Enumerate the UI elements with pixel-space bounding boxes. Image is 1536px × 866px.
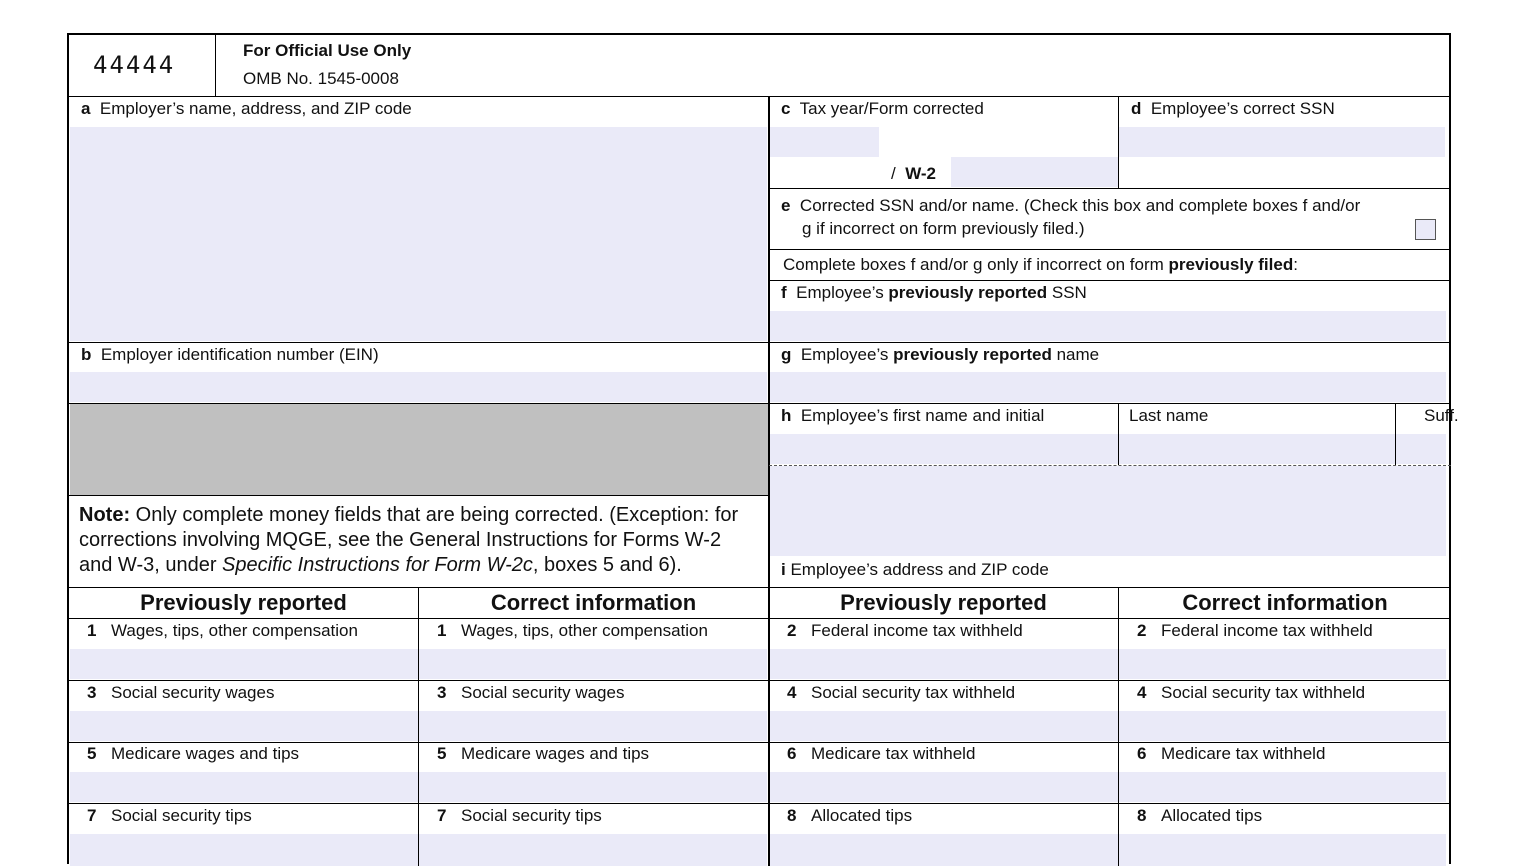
box-7-prev-input[interactable] <box>70 834 418 866</box>
box-h-last-label: Last name <box>1129 406 1209 425</box>
row-1-bottom <box>69 680 1451 681</box>
box-1-correct-input[interactable] <box>419 649 767 679</box>
box-2-prev-input[interactable] <box>770 649 1118 679</box>
box-c-label: c Tax year/Form corrected <box>781 99 984 118</box>
box-6-correct-input[interactable] <box>1119 772 1446 802</box>
box-4-prev-input[interactable] <box>770 711 1118 741</box>
instruction-text: Complete boxes f and/or g only if incorrect on form previously filed: <box>783 255 1298 274</box>
box-8-prev-label: 8 Allocated tips <box>787 806 913 825</box>
box-a-input[interactable] <box>70 127 767 341</box>
box-i-label: i Employee’s address and ZIP code <box>781 560 1049 579</box>
box-g-input[interactable] <box>770 372 1446 402</box>
note-line-2: corrections involving MQGE, see the General Instructions for Forms W-2 <box>79 529 722 551</box>
box-6-correct-label: 6 Medicare tax withheld <box>1137 744 1326 763</box>
box-5-correct-input[interactable] <box>419 772 767 802</box>
box-3-prev-input[interactable] <box>70 711 418 741</box>
box-7-correct-label: 7 Social security tips <box>437 806 602 825</box>
box-1-prev-label: 1 Wages, tips, other compensation <box>87 621 358 640</box>
col-head-prev-1: Previously reported <box>140 590 347 615</box>
box-e-checkbox[interactable] <box>1415 219 1436 240</box>
shaded-area <box>70 404 768 495</box>
box-e-bottom <box>769 249 1451 250</box>
note-line-3: and W-3, under Specific Instructions for Form W-2c, boxes 5 and 6). <box>79 554 682 576</box>
row-3-bottom <box>69 803 1451 804</box>
box-cd-bottom <box>769 188 1451 189</box>
box-8-correct-label: 8 Allocated tips <box>1137 806 1263 825</box>
box-2-correct-input[interactable] <box>1119 649 1446 679</box>
box-6-prev-label: 6 Medicare tax withheld <box>787 744 976 763</box>
box-g-bottom <box>769 403 1451 404</box>
box-a-bottom <box>69 342 769 343</box>
box-2-prev-label: 2 Federal income tax withheld <box>787 621 1023 640</box>
box-7-correct-input[interactable] <box>419 834 767 866</box>
col-head-prev-2: Previously reported <box>840 590 1047 615</box>
box-d-input[interactable] <box>1119 127 1445 157</box>
box-i-input[interactable] <box>770 466 1446 556</box>
box-3-correct-label: 3 Social security wages <box>437 683 625 702</box>
box-5-prev-input[interactable] <box>70 772 418 802</box>
box-5-prev-label: 5 Medicare wages and tips <box>87 744 300 763</box>
box-f-input[interactable] <box>770 311 1446 341</box>
note-line-1: Note: Only complete money fields that are being corrected. (Exception: for <box>79 504 739 526</box>
official-use-label: For Official Use Only <box>243 41 412 60</box>
box-3-prev-label: 3 Social security wages <box>87 683 275 702</box>
box-h-last-input[interactable] <box>1119 434 1395 464</box>
header-divider <box>215 35 216 96</box>
col-head-correct-1: Correct information <box>490 590 697 615</box>
box-3-correct-input[interactable] <box>419 711 767 741</box>
box-8-prev-input[interactable] <box>770 834 1118 866</box>
box-h-first-input[interactable] <box>770 434 1118 464</box>
box-b-input[interactable] <box>70 372 767 402</box>
box-e-line-2: g if incorrect on form previously filed.) <box>802 219 1085 238</box>
box-h-suff-label: Suff. <box>1424 406 1459 425</box>
omb-number: OMB No. 1545-0008 <box>243 69 399 88</box>
form-w2c <box>67 33 1459 864</box>
box-8-correct-input[interactable] <box>1119 834 1446 866</box>
box-4-correct-input[interactable] <box>1119 711 1446 741</box>
col-head-correct-2: Correct information <box>1182 590 1388 615</box>
box-c-form: / W-2 <box>891 164 937 183</box>
box-7-prev-label: 7 Social security tips <box>87 806 252 825</box>
box-h-first-label: h Employee’s first name and initial <box>781 406 1045 425</box>
box-6-prev-input[interactable] <box>770 772 1118 802</box>
header-bottom-line <box>69 96 1451 97</box>
box-4-correct-label: 4 Social security tax withheld <box>1137 683 1366 702</box>
box-b-label: b Employer identification number (EIN) <box>81 345 379 364</box>
row-2-bottom <box>69 742 1451 743</box>
box-f-bottom <box>769 342 1451 343</box>
box-1-prev-input[interactable] <box>70 649 418 679</box>
box-c-year-input-2[interactable] <box>951 157 1118 187</box>
col-head-bottom <box>69 618 1451 619</box>
box-d-label: d Employee’s correct SSN <box>1131 99 1335 118</box>
box-5-correct-label: 5 Medicare wages and tips <box>437 744 650 763</box>
upper-section-bottom <box>69 587 1451 588</box>
box-4-prev-label: 4 Social security tax withheld <box>787 683 1016 702</box>
shaded-bottom <box>69 495 769 496</box>
form-code: 44444 <box>93 51 176 79</box>
instruction-bottom <box>769 280 1451 281</box>
box-a-label: a Employer’s name, address, and ZIP code <box>81 99 412 118</box>
box-e-line-1: e Corrected SSN and/or name. (Check this box and complete boxes f and/or <box>781 196 1361 215</box>
box-g-label: g Employee’s previously reported name <box>781 345 1100 364</box>
box-1-correct-label: 1 Wages, tips, other compensation <box>437 621 708 640</box>
box-2-correct-label: 2 Federal income tax withheld <box>1137 621 1373 640</box>
box-h-suff-input[interactable] <box>1396 434 1446 464</box>
box-c-year-input[interactable] <box>770 127 879 157</box>
box-f-label: f Employee’s previously reported SSN <box>781 283 1087 302</box>
